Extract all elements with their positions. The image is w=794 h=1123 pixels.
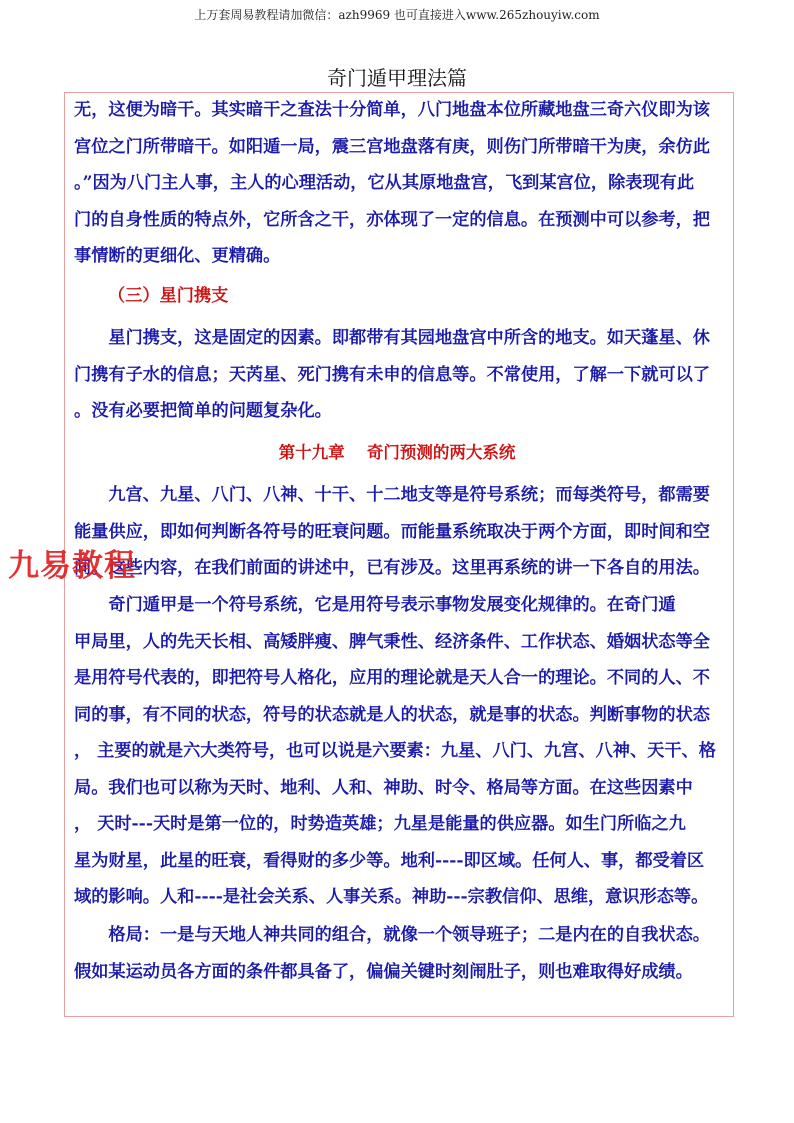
text-line: 奇门遁甲是一个符号系统，它是用符号表示事物发展变化规律的。在奇门遁	[74, 595, 676, 615]
header-note: 上万套周易教程请加微信：azh9969 也可直接进入www.265zhouyiw.com	[194, 8, 600, 22]
text-line: 门携有子水的信息；天芮星、死门携有未申的信息等。不常使用，了解一下就可以了	[74, 364, 710, 385]
text-line: 星为财星，此星的旺衰，看得财的多少等。地利----即区域。任何人、事，都受着区	[74, 850, 705, 871]
paragraph-symbol-energy	[74, 477, 726, 587]
text-line: 九宫、九星、八门、八神、十干、十二地支等是符号系统；而每类符号，都需要	[74, 485, 710, 505]
text-line: ， 天时---天时是第一位的，时势造英雄；九星是能量的供应器。如生门所临之九	[74, 814, 686, 834]
text-line: 星门携支，这是固定的因素。即都带有其园地盘宫中所含的地支。如天蓬星、休	[74, 328, 710, 348]
text-line: 能量供应，即如何判断各符号的旺衰问题。而能量系统取决于两个方面，即时间和空	[74, 521, 710, 542]
text-line: 间。这些内容，在我们前面的讲述中，已有涉及。这里再系统的讲一下各自的用法。	[74, 558, 710, 578]
text-line: 。没有必要把简单的问题复杂化。	[74, 401, 332, 421]
text-line: 域的影响。人和----是社会关系、人事关系。神助---宗教信仰、思维，意识形态等。	[74, 887, 709, 907]
text-line: 门的自身性质的特点外，它所含之干，亦体现了一定的信息。在预测中可以参考，把	[74, 209, 710, 230]
paragraph-symbol-system	[74, 587, 726, 916]
section-heading: （三）星门携支	[108, 286, 229, 306]
text-line: 事情断的更细化、更精确。	[74, 246, 281, 266]
text-line: 格局：一是与天地人神共同的组合，就像一个领导班子；二是内在的自我状态。	[74, 925, 710, 945]
text-line: 是用符号代表的，即把符号人格化，应用的理论就是天人合一的理论。不同的人、不	[74, 668, 710, 688]
chapter-heading: 第十九章 奇门预测的两大系统	[278, 443, 516, 462]
text-line: ， 主要的就是六大类符号，也可以说是六要素：九星、八门、九宫、八神、天干、格	[74, 741, 716, 761]
text-line: 甲局里，人的先天长相、高矮胖瘦、脾气秉性、经济条件、工作状态、婚姻状态等全	[74, 631, 710, 652]
paragraph-pattern	[74, 917, 726, 990]
text-line: 局。我们也可以称为天时、地利、人和、神助、时令、格局等方面。在这些因素中	[74, 777, 693, 798]
text-line: 宫位之门所带暗干。如阳遁一局，震三宫地盘落有庚，则伤门所带暗干为庚，余仿此	[74, 136, 710, 157]
watermark-logo: 九易教程	[8, 548, 136, 584]
paragraph-dark-stems	[74, 92, 726, 275]
text-line: 无，这便为暗干。其实暗干之查法十分简单，八门地盘本位所藏地盘三奇六仪即为该	[74, 100, 710, 120]
document-title: 奇门遁甲理法篇	[327, 66, 467, 90]
paragraph-star-door-branches	[74, 320, 726, 430]
text-line: 同的事，有不同的状态，符号的状态就是人的状态，就是事的状态。判断事物的状态	[74, 704, 710, 725]
text-line: 。”因为八门主人事，主人的心理活动，它从其原地盘宫，飞到某宫位，除表现有此	[74, 173, 695, 193]
text-line: 假如某运动员各方面的条件都具备了，偏偏关键时刻闹肚子，则也难取得好成绩。	[74, 961, 693, 982]
